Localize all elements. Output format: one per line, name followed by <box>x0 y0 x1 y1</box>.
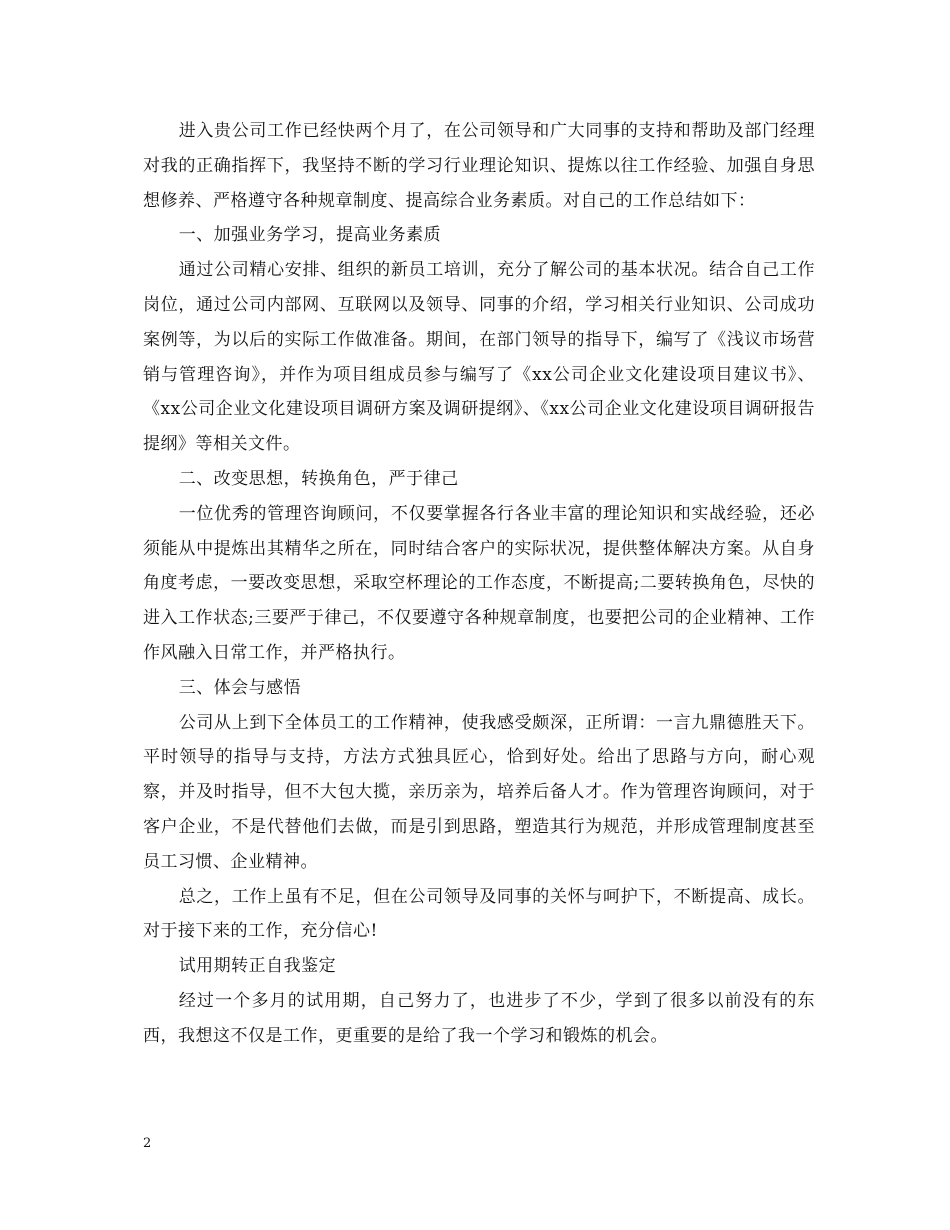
page-number: 2 <box>143 1136 152 1151</box>
document-body <box>143 114 815 1054</box>
paragraph-probation: 经过一个多月的试用期，自己努力了，也进步了不少，学到了很多以前没有的东西，我想这不仅是工作，更重要的是给了我一个学习和锻炼的机会。 <box>143 990 815 1046</box>
section-heading-1: 一、加强业务学习，提高业务素质 <box>178 225 442 246</box>
paragraph-section-3: 公司从上到下全体员工的工作精神，使我感受颇深，正所谓：一言九鼎德胜天下。平时领导的指导与支持，方法方式独具匠心，恰到好处。给出了思路与方向，耐心观察，并及时指导，但不大包大揽，亲历亲为，培养后备人才。作为管理咨询顾问，对于客户企业，不是代替他们去做，而是引到思路，塑造其行为规范，并形成管理制度甚至员工习惯、企业精神。 <box>143 712 815 872</box>
paragraph-intro: 进入贵公司工作已经快两个月了，在公司领导和广大同事的支持和帮助及部门经理对我的正确指挥下，我坚持不断的学习行业理论知识、提炼以往工作经验、加强自身思想修养、严格遵守各种规章制度、提高综合业务素质。对自己的工作总结如下： <box>143 121 815 211</box>
paragraph-conclusion: 总之，工作上虽有不足，但在公司领导及同事的关怀与呵护下，不断提高、成长。对于接下来的工作，充分信心! <box>143 886 815 942</box>
section-heading-2: 二、改变思想，转换角色，严于律己 <box>178 468 459 489</box>
section-heading-probation: 试用期转正自我鉴定 <box>178 956 337 977</box>
paragraph-section-2: 一位优秀的管理咨询顾问，不仅要掌握各行各业丰富的理论知识和实战经验，还必须能从中提炼出其精华之所在，同时结合客户的实际状况，提供整体解决方案。从自身角度考虑，一要改变思想，采取空杯理论的工作态度，不断提高;二要转换角色，尽快的进入工作状态;三要严于律己，不仅要遵守各种规章制度，也要把公司的企业精神、工作作风融入日常工作，并严格执行。 <box>143 503 815 663</box>
paragraph-section-1: 通过公司精心安排、组织的新员工培训，充分了解公司的基本状况。结合自己工作岗位，通过公司内部网、互联网以及领导、同事的介绍，学习相关行业知识、公司成功案例等，为以后的实际工作做准备。期间，在部门领导的指导下，编写了《浅议市场营销与管理咨询》，并作为项目组成员参与编写了《xx公司企业文化建设项目建议书》、《xx公司企业文化建设项目调研方案及调研提纲》、《xx公司企业文化建设项目调研报告提纲》等相关文件。 <box>143 260 815 455</box>
section-heading-3: 三、体会与感悟 <box>178 677 302 698</box>
